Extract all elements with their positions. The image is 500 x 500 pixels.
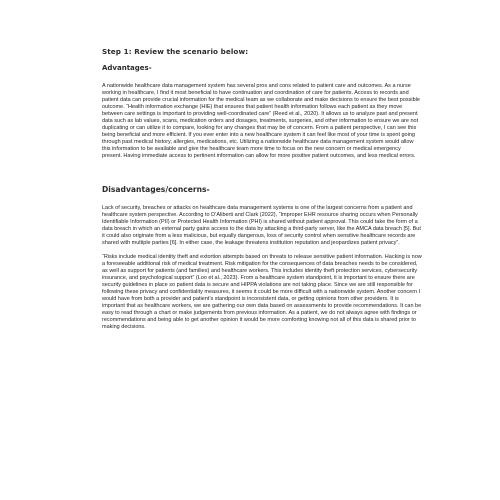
- disadvantages-paragraph-1: Lack of security, breaches or attacks on healthcare data management systems is one of the largest concerns from a patient and healthcare system perspective. According to D’Aliberti and Clark (2022), “Improper EHR resource sharing occurs when Personally Identifiable Information (PII) or Protected Health Information (PHI) is shared without patient approval. This could take the form of a data breach in which an external party gains access to the data by attacking a third-party server, like the AMCA data breach [5]. But it could also originate from a less malicious, but equally dangerous, loss of security control when sensitive healthcare records are shared with multiple parties [6]. In either case, the leakage threatens institution reputation and jeopardizes patient privacy”.: [102, 204, 421, 246]
- advantages-paragraph: A nationwide healthcare data management system has several pros and cons related to patient care and outcomes. As a nurse working in healthcare, I find it most beneficial to have continuation and coordination of care for patients. Access to records and patient data can provide crucial information for the medical team as we collaborate and make decisions to ensure the best possible outcome. “Health information exchange (HIE) that ensures that patient health information follows each patient as they move between care settings is important to providing well-coordinated care” (Reed et al., 2020). It allows us to analyze past and present data such as lab values, scans, medication orders and dosages, treatments, surgeries, and other information to ensure we are not duplicating or can utilize it to compare, looking for any changes that may be of concern. From a patient perspective, I can see this being beneficial and more efficient. If you ever enter into a new healthcare system it can feel like most of your time is spent going through past medical history, allergies, medications, etc. Utilizing a nationwide healthcare data management system would allow this information to be available and give the healthcare team more time to focus on the new concern or medical emergency present. Having immediate access to pertinent information can allow for more positive patient outcomes, and less medical errors.: [102, 83, 420, 160]
- disadvantages-paragraph-2: “Risks include medical identity theft and extortion attempts based on threats to release sensitive patient information. Hacking is now a foreseeable additional risk of medical treatment. Risk mitigation for the consequences of data breaches needs to be considered, as well as support for patients (and families) and healthcare workers. This includes identity theft protection services, cybersecurity insurance, and psychological support” (Loo et al., 2023). From a healthcare system standpoint, it is important to ensure there are security guidelines in place so patient data is secure and HIPPA violations are not taking place. Since we are still responsible for following these privacy and confidentiality measures, it seems it could be more difficult with a nationwide system. Another concern I would have from both a provider and patient’s standpoint is inconsistent data, or getting opinions from other providers. It is important that as healthcare workers, we are gathering our own data based on assessments to provide recommendations. It can be easy to read through a chart or make judgements from previous information. As a patient, we do not always agree with findings or recommendations and being able to get another opinion it would be more comforting knowing not all of this data is shared prior to making decisions.: [102, 253, 422, 331]
- advantages-heading: Advantages-: [102, 64, 152, 72]
- disadvantages-heading: Disadvantages/concerns-: [102, 184, 210, 194]
- step-title: Step 1: Review the scenario below:: [102, 47, 249, 56]
